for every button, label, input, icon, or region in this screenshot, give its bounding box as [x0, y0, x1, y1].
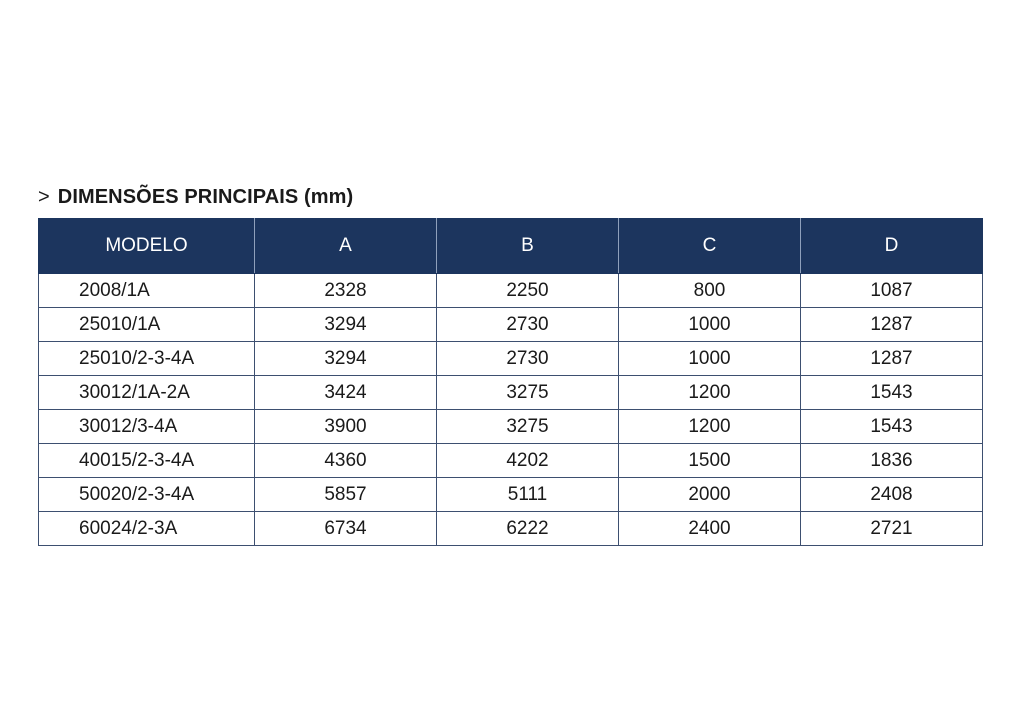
cell-d: 2408	[801, 478, 983, 512]
column-header-c: C	[619, 219, 801, 274]
cell-b: 2730	[437, 308, 619, 342]
table-row	[39, 308, 983, 342]
cell-a: 3294	[255, 342, 437, 376]
table-header-row	[39, 219, 983, 274]
table-row	[39, 376, 983, 410]
cell-modelo: 40015/2-3-4A	[39, 444, 255, 478]
cell-a: 3424	[255, 376, 437, 410]
cell-b: 2730	[437, 342, 619, 376]
table-row	[39, 274, 983, 308]
cell-a: 5857	[255, 478, 437, 512]
cell-modelo: 50020/2-3-4A	[39, 478, 255, 512]
cell-modelo: 60024/2-3A	[39, 512, 255, 546]
column-header-b: B	[437, 219, 619, 274]
column-header-modelo: MODELO	[39, 219, 255, 274]
cell-b: 5111	[437, 478, 619, 512]
cell-a: 6734	[255, 512, 437, 546]
cell-modelo: 30012/1A-2A	[39, 376, 255, 410]
cell-c: 1200	[619, 376, 801, 410]
cell-c: 1000	[619, 342, 801, 376]
cell-c: 2400	[619, 512, 801, 546]
cell-b: 2250	[437, 274, 619, 308]
section-title	[38, 186, 353, 209]
cell-a: 4360	[255, 444, 437, 478]
cell-b: 3275	[437, 410, 619, 444]
cell-c: 1000	[619, 308, 801, 342]
cell-d: 2721	[801, 512, 983, 546]
chevron-right-icon: >	[38, 186, 50, 208]
table-row	[39, 410, 983, 444]
cell-d: 1287	[801, 342, 983, 376]
column-header-d: D	[801, 219, 983, 274]
cell-modelo: 2008/1A	[39, 274, 255, 308]
table-row	[39, 444, 983, 478]
cell-a: 3900	[255, 410, 437, 444]
cell-modelo: 25010/1A	[39, 308, 255, 342]
cell-modelo: 25010/2-3-4A	[39, 342, 255, 376]
cell-d: 1287	[801, 308, 983, 342]
cell-c: 1500	[619, 444, 801, 478]
cell-d: 1543	[801, 376, 983, 410]
cell-b: 4202	[437, 444, 619, 478]
cell-d: 1087	[801, 274, 983, 308]
table-row	[39, 512, 983, 546]
cell-c: 2000	[619, 478, 801, 512]
table-row	[39, 478, 983, 512]
cell-a: 3294	[255, 308, 437, 342]
cell-c: 1200	[619, 410, 801, 444]
cell-b: 6222	[437, 512, 619, 546]
cell-d: 1543	[801, 410, 983, 444]
cell-d: 1836	[801, 444, 983, 478]
cell-modelo: 30012/3-4A	[39, 410, 255, 444]
table-row	[39, 342, 983, 376]
column-header-a: A	[255, 219, 437, 274]
cell-b: 3275	[437, 376, 619, 410]
cell-a: 2328	[255, 274, 437, 308]
cell-c: 800	[619, 274, 801, 308]
section-title-text: DIMENSÕES PRINCIPAIS (mm)	[57, 186, 354, 208]
dimensions-table	[38, 218, 983, 546]
